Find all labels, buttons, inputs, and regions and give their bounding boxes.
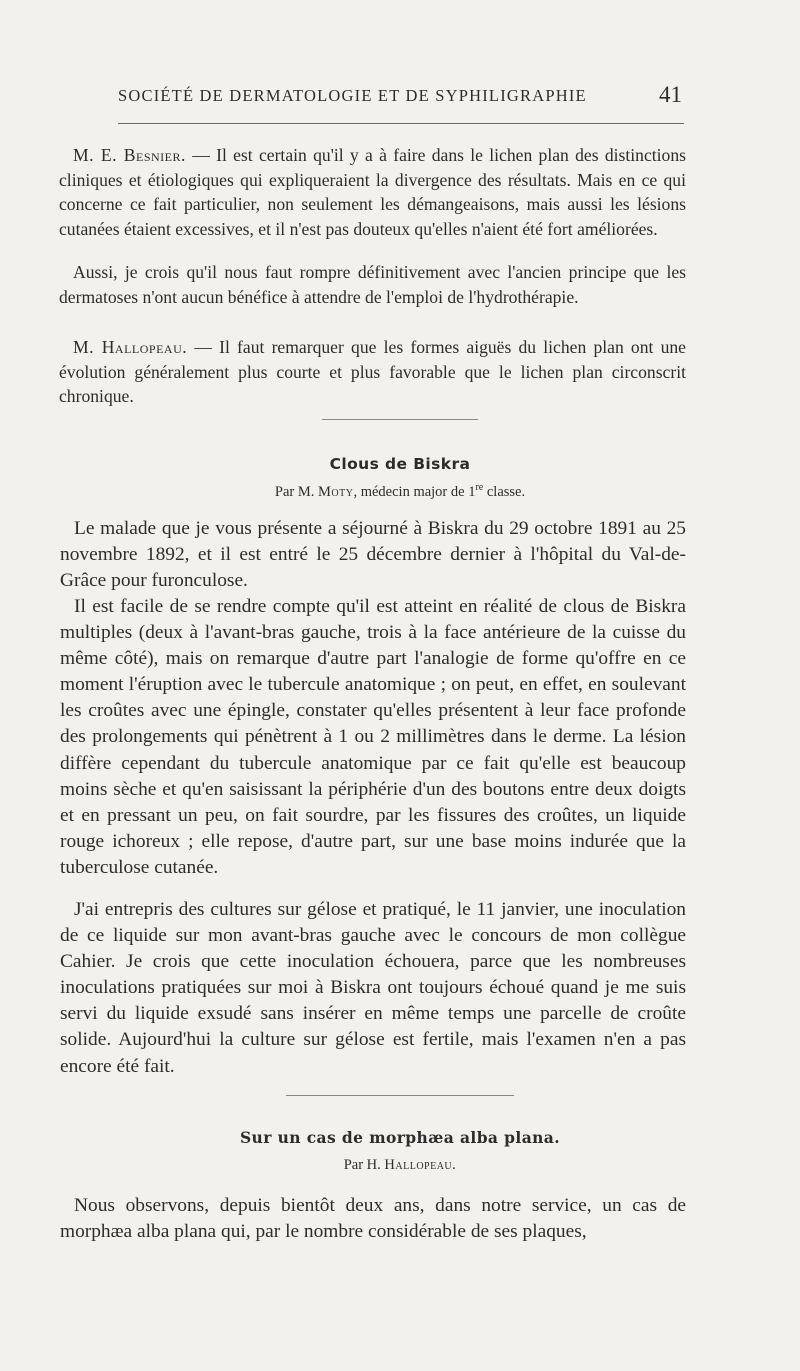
- article-title-morphaea: Sur un cas de morphæa alba plana.: [239, 1128, 561, 1147]
- article-byline-hallopeau: Par H. Hallopeau.: [343, 1157, 457, 1173]
- header-rule: [118, 123, 684, 124]
- speaker-hallopeau: M. Hallopeau.: [73, 337, 188, 357]
- running-header: [118, 82, 684, 116]
- hallopeau-paragraph: M. Hallopeau. — Il faut remarquer que les formes aiguës du lichen plan ont une évolution généralement plus courte et plus favorable que le lichen plan circonscrit chronique.: [59, 337, 686, 406]
- section-divider: [286, 1095, 514, 1096]
- article-paragraph: Nous observons, depuis bientôt deux ans, dans notre service, un cas de morphæa alba plana qui, par le nombre considérable de ses plaques,: [60, 1195, 686, 1243]
- article-paragraph: Le malade que je vous présente a séjourné à Biskra du 29 octobre 1891 au 25 novembre 1892, et il est entré le 25 décembre dernier à l'hôpital du Val-de-Grâce pour furonculose.: [60, 518, 686, 592]
- running-title: SOCIÉTÉ DE DERMATOLOGIE ET DE SYPHILIGRAPHIE: [118, 86, 587, 105]
- article-paragraph: J'ai entrepris des cultures sur gélose et pratiqué, le 11 janvier, une inoculation de ce liquide sur mon avant-bras gauche avec le concours de mon collègue Cahier. Je crois que cette inoculation échouera, parce que les nombreuses inoculations pratiquées sur moi à Biskra ont toujours échoué quand je me suis servi du liquide exsudé sans insérer en même temps une parcelle de croûte solide. Aujourd'hui la culture sur gélose est fertile, mais l'examen n'en a pas encore été fait.: [60, 899, 686, 1077]
- article-title-clous: Clous de Biskra: [329, 455, 471, 473]
- besnier-paragraph: M. E. Besnier. — Il est certain qu'il y a à faire dans le lichen plan des distinctions cliniques et étiologiques qui expliqueraient la divergence des résultats. Mais en ce qui concerne ce fait particulier, non seulement les démangeaisons, mais aussi les lésions cutanées étaient excessives, et il n'est pas douteux qu'elles n'aient été fort améliorées.: [59, 145, 686, 239]
- page-number: 41: [659, 82, 682, 107]
- article-paragraph: Il est facile de se rendre compte qu'il est atteint en réalité de clous de Biskra multiples (deux à l'avant-bras gauche, trois à la face antérieure de la cuisse du même côté), mais on remarque d'autre part l'analogie de forme qu'offre en ce moment l'éruption avec le tubercule anatomique ; on peut, en effet, en soulevant les croûtes avec une épingle, constater qu'elles présentent à leur face profonde des prolongements qui pénètrent à 1 ou 2 millimètres dans le derme. La lésion diffère cependant du tubercule anatomique par ce fait qu'elle est beaucoup moins sèche et qu'en saisissant la périphérie d'un des boutons entre deux doigts et en pressant un peu, on fait sourdre, par les fissures des croûtes, un liquide rouge ichoreux ; elle repose, d'autre part, sur une base moins indurée que la tuberculose cutanée.: [60, 596, 686, 878]
- speaker-besnier: M. E. Besnier.: [73, 145, 186, 165]
- article-byline-moty: Par M. Moty, médecin major de 1re classe.: [274, 482, 526, 500]
- hydrotherapy-paragraph: Aussi, je crois qu'il nous faut rompre définitivement avec l'ancien principe que les dermatoses n'ont aucun bénéfice à attendre de l'emploi de l'hydrothérapie.: [59, 262, 686, 307]
- section-divider: [322, 419, 478, 420]
